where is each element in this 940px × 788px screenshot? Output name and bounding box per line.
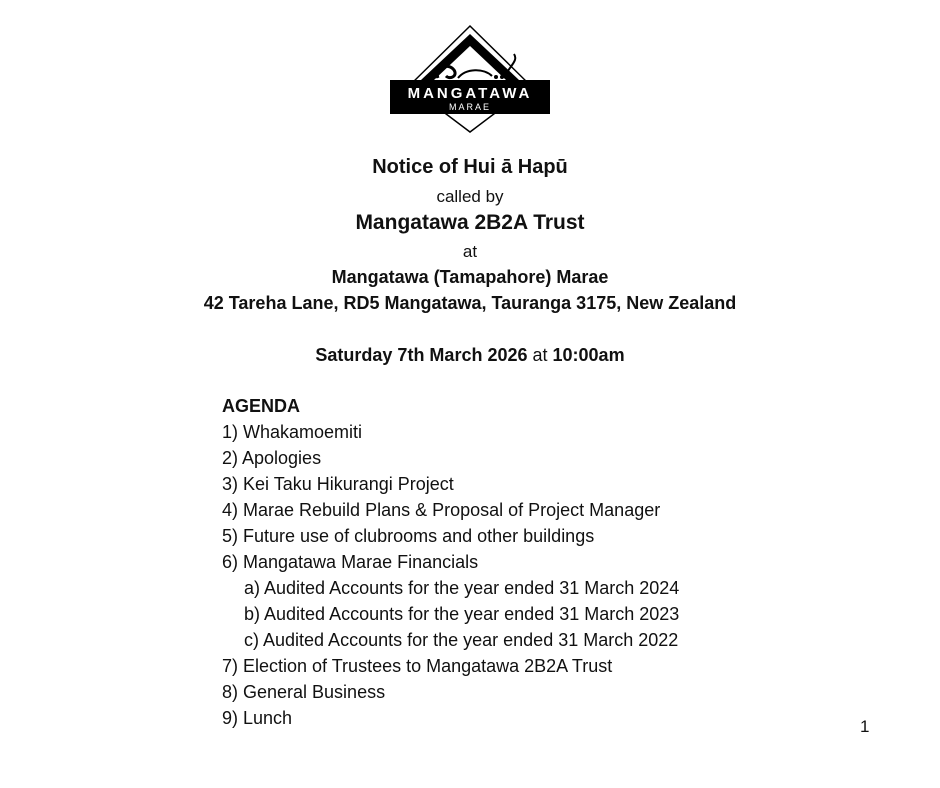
notice-title: Notice of Hui ā Hapū bbox=[372, 156, 568, 178]
page-number: 1 bbox=[860, 717, 870, 736]
marae-logo bbox=[388, 24, 552, 134]
agenda-item: 1) Whakamoemiti bbox=[222, 422, 363, 442]
agenda-subitem: c) Audited Accounts for the year ended 31 March 2022 bbox=[244, 630, 679, 650]
agenda-item: 6) Mangatawa Marae Financials bbox=[222, 552, 479, 572]
meeting-date: Saturday 7th March 2026 bbox=[315, 345, 528, 365]
agenda-item: 4) Marae Rebuild Plans & Proposal of Project Manager bbox=[222, 500, 661, 520]
trust-name: Mangatawa 2B2A Trust bbox=[355, 211, 585, 234]
agenda-item: 3) Kei Taku Hikurangi Project bbox=[222, 474, 454, 494]
called-by-text: called by bbox=[436, 187, 504, 206]
agenda-list bbox=[222, 393, 679, 731]
at-text: at bbox=[462, 242, 478, 261]
agenda-item: 7) Election of Trustees to Mangatawa 2B2A Trust bbox=[222, 656, 613, 676]
agenda-item: 5) Future use of clubrooms and other buildings bbox=[222, 526, 595, 546]
agenda-subitem: a) Audited Accounts for the year ended 31 March 2024 bbox=[244, 578, 680, 598]
logo-text-main: MANGATAWA bbox=[407, 85, 533, 102]
agenda-subitem: b) Audited Accounts for the year ended 31 March 2023 bbox=[244, 604, 680, 624]
marae-name: Mangatawa (Tamapahore) Marae bbox=[331, 267, 609, 287]
agenda-item: 9) Lunch bbox=[222, 708, 293, 728]
meeting-time: 10:00am bbox=[552, 345, 625, 365]
meeting-at-word: at bbox=[527, 345, 553, 365]
agenda-item: 8) General Business bbox=[222, 682, 386, 702]
logo-text-sub: MARAE bbox=[448, 102, 492, 112]
agenda-heading: AGENDA bbox=[222, 396, 301, 416]
meeting-datetime bbox=[0, 345, 940, 366]
agenda-item: 2) Apologies bbox=[222, 448, 322, 468]
marae-address: 42 Tareha Lane, RD5 Mangatawa, Tauranga 3175, New Zealand bbox=[203, 293, 737, 313]
